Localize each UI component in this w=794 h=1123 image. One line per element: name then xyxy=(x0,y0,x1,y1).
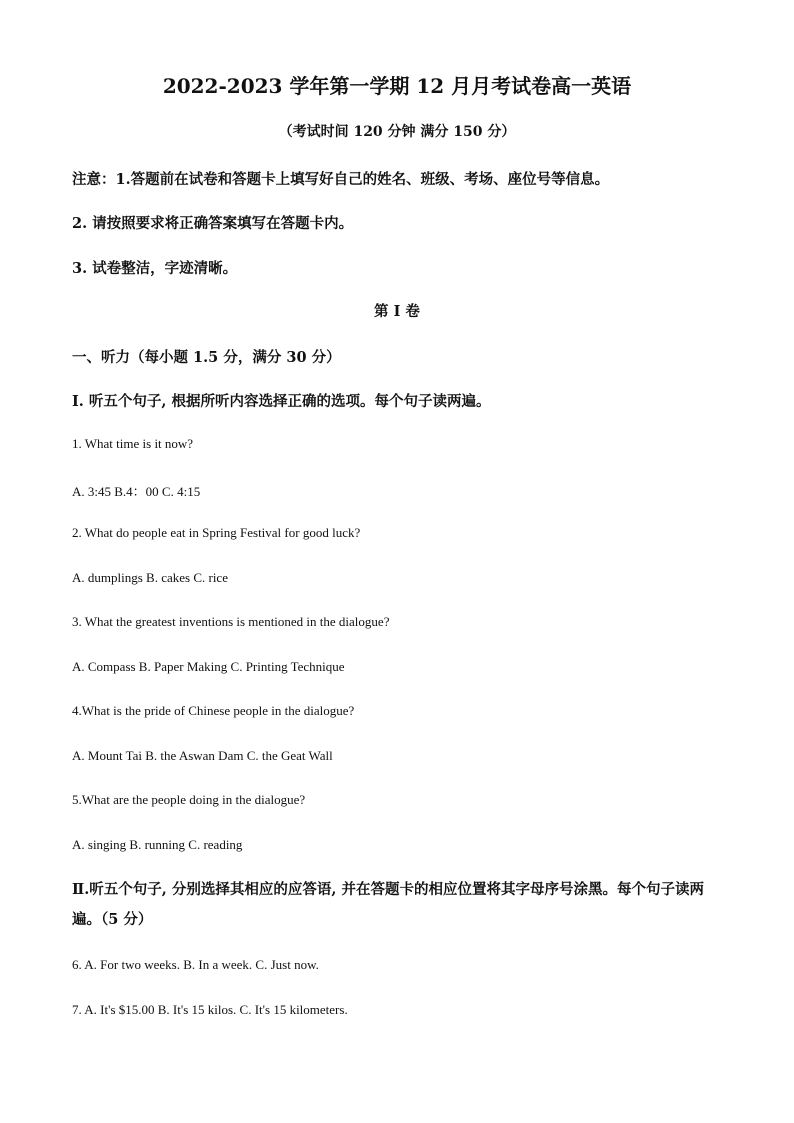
question-options: A. singing B. running C. reading xyxy=(72,837,243,852)
question-options: A. dumplings B. cakes C. rice xyxy=(72,570,228,585)
section-heading-listening: 一、听力（每小题 1.5 分，满分 30 分） xyxy=(72,349,341,366)
question-options: A. Compass B. Paper Making C. Printing Technique xyxy=(72,659,345,674)
question-text: 2. What do people eat in Spring Festival for good luck? xyxy=(72,525,361,540)
question-text: 4.What is the pride of Chinese people in the dialogue? xyxy=(72,703,355,718)
page-title: 2022-2023 学年第一学期 12 月月考试卷高一英语 xyxy=(162,74,632,98)
question-options: A. 3:45 B.4：00 C. 4:15 xyxy=(72,484,201,499)
question-text: 5.What are the people doing in the dialogue? xyxy=(72,792,306,807)
question-options: A. Mount Tai B. the Aswan Dam C. the Geat Wall xyxy=(72,748,333,763)
question-text: 3. What the greatest inventions is mentioned in the dialogue? xyxy=(72,614,390,629)
question-options: 7. A. It's $15.00 B. It's 15 kilos. C. It's 15 kilometers. xyxy=(72,1002,348,1017)
question-text: 1. What time is it now? xyxy=(72,436,194,451)
volume-label: 第 I 卷 xyxy=(374,303,420,320)
part2-instruction: Ⅱ.听五个句子, 分别选择其相应的应答语, 并在答题卡的相应位置将其字母序号涂黑。每个句子读两遍。（5 分） xyxy=(72,881,704,928)
note-3: 3. 试卷整洁，字迹清晰。 xyxy=(72,260,238,277)
note-1: 注意：1.答题前在试卷和答题卡上填写好自己的姓名、班级、考场、座位号等信息。 xyxy=(72,171,610,188)
exam-time-info: （考试时间 120 分钟 满分 150 分） xyxy=(278,124,516,140)
note-2: 2. 请按照要求将正确答案填写在答题卡内。 xyxy=(72,215,354,232)
part1-instruction: I. 听五个句子, 根据所听内容选择正确的选项。每个句子读两遍。 xyxy=(72,393,491,410)
question-options: 6. A. For two weeks. B. In a week. C. Just now. xyxy=(72,957,319,972)
